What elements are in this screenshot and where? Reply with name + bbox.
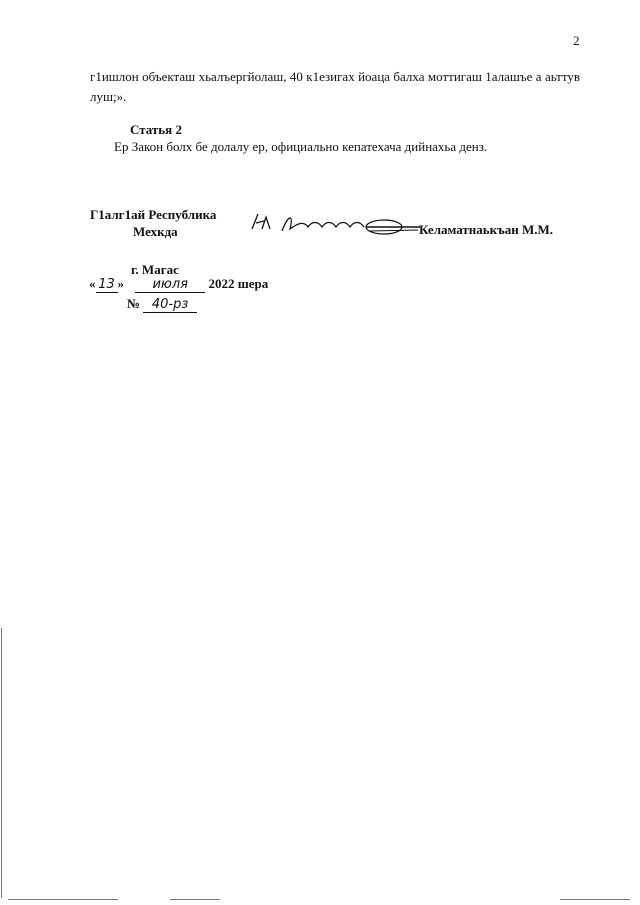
- page-number: 2: [573, 33, 580, 48]
- signature-title-line2: Мехкда: [133, 224, 178, 239]
- number-field: 40-рз: [143, 297, 197, 313]
- date-line: [89, 276, 268, 293]
- day-field: 13: [96, 277, 118, 293]
- number-line: [127, 296, 197, 313]
- article-text: Ер Закон болх бе долалу ер, официально кепатехача дийнахьа денз.: [114, 139, 488, 154]
- article-heading: Статья 2: [130, 122, 182, 137]
- open-quote: «: [89, 276, 96, 291]
- city-name: г. Магас: [131, 262, 179, 277]
- scan-artifact-bottom-2: [170, 899, 220, 900]
- signature-title-line1: Г1алг1ай Республика: [90, 207, 217, 222]
- scan-artifact-bottom-3: [560, 899, 630, 900]
- handwritten-signature: [248, 209, 424, 239]
- continuation-paragraph: г1ишлон объекташ хьалъергйолаш, 40 к1езигах йоаца балха моттигаш 1алашъе а аьттув луш;».: [90, 69, 580, 104]
- number-symbol: №: [127, 296, 141, 311]
- scan-artifact-bottom: [8, 899, 118, 900]
- close-quote: »: [117, 276, 124, 291]
- year-text: 2022 шера: [208, 276, 269, 291]
- scan-artifact-left: [1, 628, 2, 898]
- signatory-name: Келаматнаькъан М.М.: [419, 222, 554, 237]
- month-field: июля: [135, 277, 205, 293]
